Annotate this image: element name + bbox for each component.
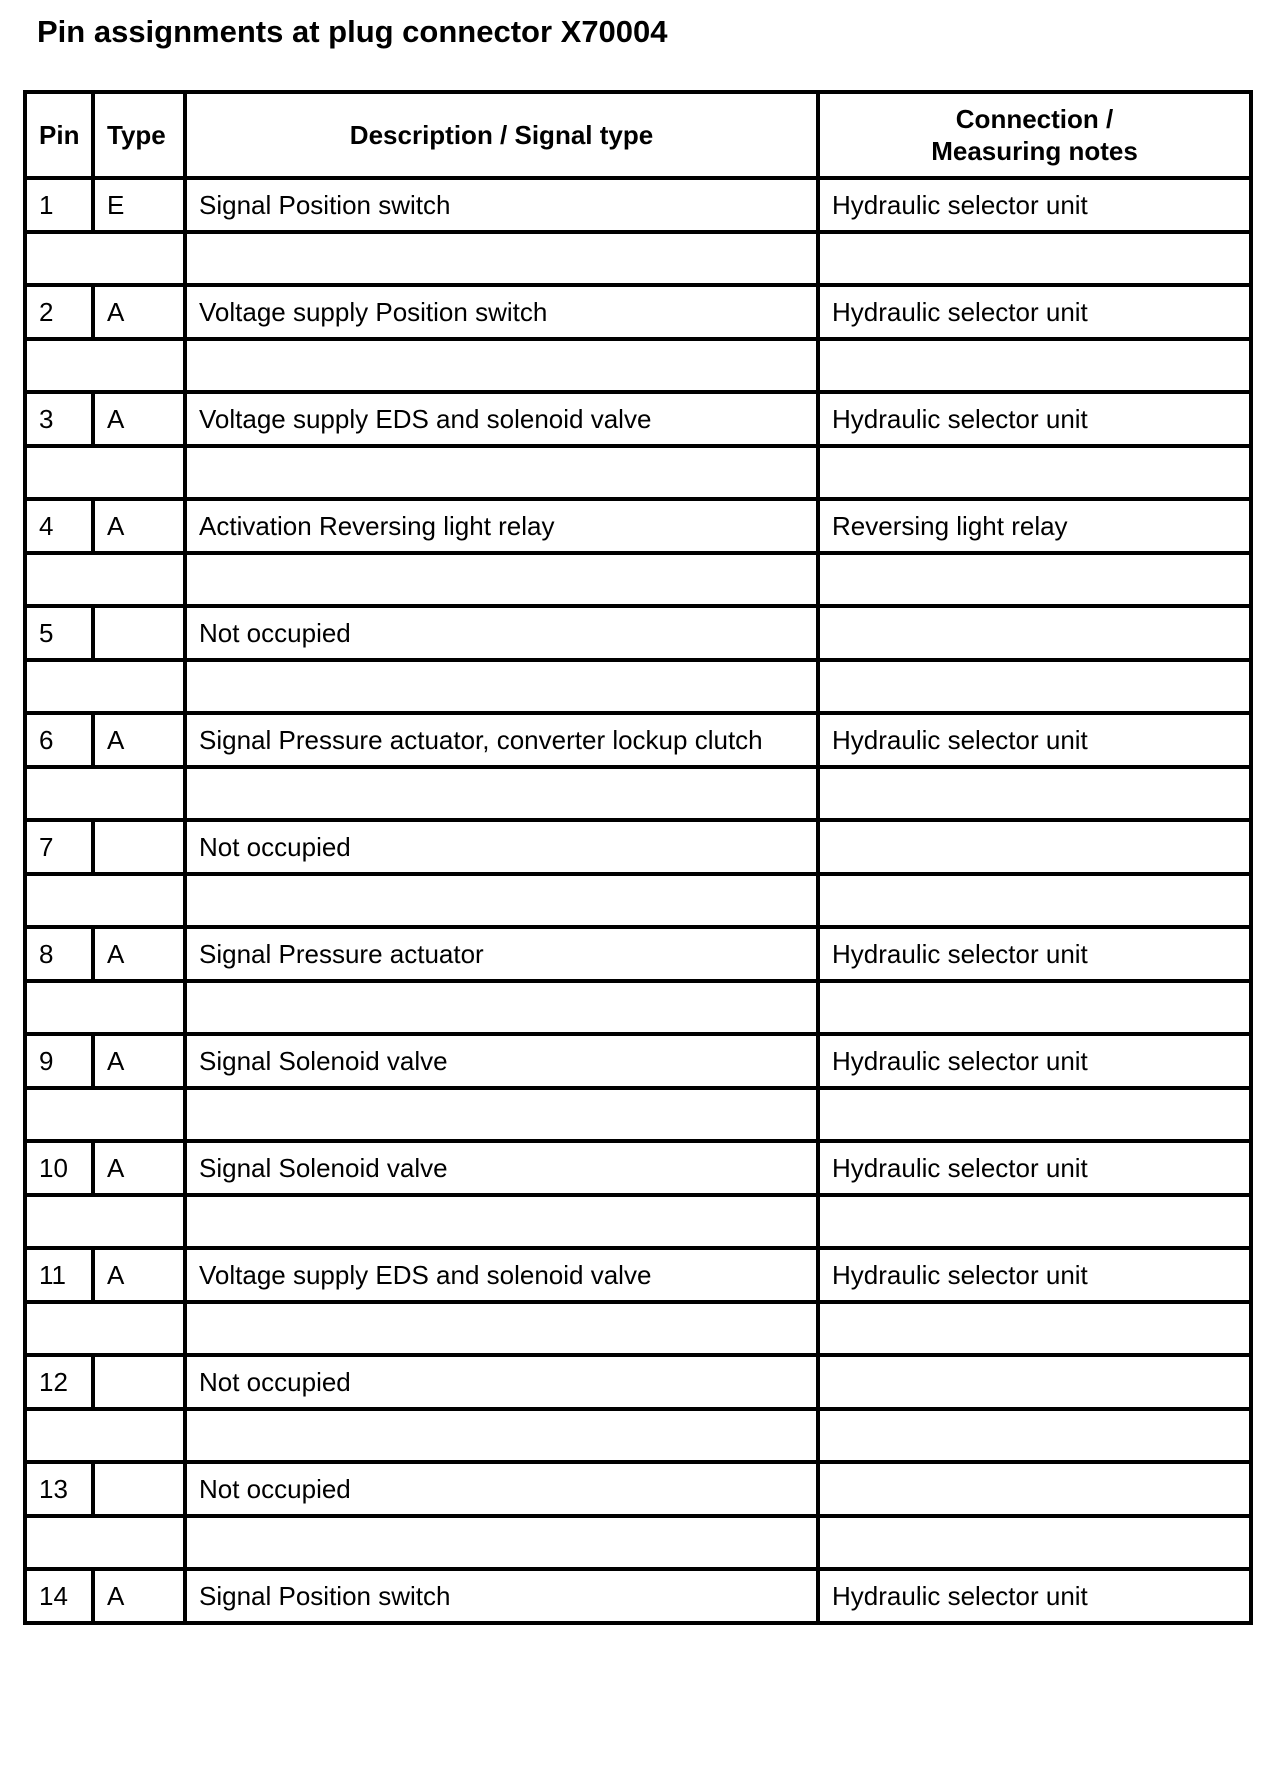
- cell-pin: 3: [25, 392, 93, 446]
- table-row: [25, 713, 1251, 767]
- spacer-row: [25, 767, 1251, 820]
- cell-connection: Hydraulic selector unit: [818, 285, 1251, 339]
- spacer-cell: [818, 1195, 1251, 1248]
- cell-connection: Hydraulic selector unit: [818, 1034, 1251, 1088]
- spacer-row: [25, 1516, 1251, 1569]
- table-row: [25, 1569, 1251, 1623]
- cell-type: [93, 1355, 185, 1409]
- cell-description: Activation Reversing light relay: [185, 499, 818, 553]
- cell-description: Not occupied: [185, 820, 818, 874]
- spacer-cell: [185, 446, 818, 499]
- cell-type: A: [93, 285, 185, 339]
- cell-type: A: [93, 713, 185, 767]
- spacer-row: [25, 553, 1251, 606]
- cell-pin: 10: [25, 1141, 93, 1195]
- cell-pin: 14: [25, 1569, 93, 1623]
- cell-connection: Hydraulic selector unit: [818, 927, 1251, 981]
- header-connection-line1: Connection /: [955, 104, 1114, 134]
- spacer-cell: [818, 446, 1251, 499]
- cell-description: Signal Solenoid valve: [185, 1141, 818, 1195]
- cell-connection: Hydraulic selector unit: [818, 1569, 1251, 1623]
- cell-pin: 9: [25, 1034, 93, 1088]
- cell-type: A: [93, 927, 185, 981]
- cell-pin: 13: [25, 1462, 93, 1516]
- spacer-cell: [25, 767, 185, 820]
- spacer-cell: [818, 1516, 1251, 1569]
- spacer-cell: [25, 660, 185, 713]
- spacer-cell: [185, 660, 818, 713]
- table-row: [25, 927, 1251, 981]
- spacer-cell: [185, 981, 818, 1034]
- spacer-row: [25, 1195, 1251, 1248]
- spacer-cell: [818, 339, 1251, 392]
- spacer-row: [25, 339, 1251, 392]
- spacer-cell: [818, 1409, 1251, 1462]
- spacer-cell: [185, 339, 818, 392]
- spacer-row: [25, 1409, 1251, 1462]
- cell-pin: 11: [25, 1248, 93, 1302]
- cell-description: Not occupied: [185, 1355, 818, 1409]
- table-body: [25, 178, 1251, 1623]
- spacer-cell: [25, 981, 185, 1034]
- header-connection: [818, 92, 1251, 178]
- spacer-cell: [818, 1302, 1251, 1355]
- spacer-cell: [25, 232, 185, 285]
- spacer-cell: [185, 1302, 818, 1355]
- page-title: Pin assignments at plug connector X70004: [37, 14, 668, 49]
- cell-connection: [818, 1355, 1251, 1409]
- cell-pin: 2: [25, 285, 93, 339]
- cell-type: E: [93, 178, 185, 232]
- table-header-row: [25, 92, 1251, 178]
- table-row: [25, 178, 1251, 232]
- spacer-cell: [818, 553, 1251, 606]
- cell-pin: 4: [25, 499, 93, 553]
- spacer-cell: [185, 1195, 818, 1248]
- cell-type: A: [93, 1141, 185, 1195]
- spacer-row: [25, 232, 1251, 285]
- spacer-row: [25, 874, 1251, 927]
- cell-type: [93, 820, 185, 874]
- cell-pin: 5: [25, 606, 93, 660]
- cell-connection: Hydraulic selector unit: [818, 392, 1251, 446]
- table-row: [25, 1462, 1251, 1516]
- cell-pin: 7: [25, 820, 93, 874]
- table-row: [25, 392, 1251, 446]
- spacer-row: [25, 1302, 1251, 1355]
- spacer-row: [25, 1088, 1251, 1141]
- cell-pin: 1: [25, 178, 93, 232]
- spacer-cell: [25, 553, 185, 606]
- cell-connection: Hydraulic selector unit: [818, 713, 1251, 767]
- spacer-row: [25, 660, 1251, 713]
- spacer-cell: [818, 981, 1251, 1034]
- header-connection-line2: Measuring notes: [931, 136, 1138, 166]
- cell-pin: 12: [25, 1355, 93, 1409]
- spacer-cell: [25, 1088, 185, 1141]
- cell-connection: Reversing light relay: [818, 499, 1251, 553]
- cell-description: Signal Solenoid valve: [185, 1034, 818, 1088]
- cell-description: Signal Position switch: [185, 1569, 818, 1623]
- spacer-row: [25, 446, 1251, 499]
- cell-connection: Hydraulic selector unit: [818, 178, 1251, 232]
- cell-description: Signal Pressure actuator: [185, 927, 818, 981]
- table-row: [25, 1141, 1251, 1195]
- spacer-cell: [185, 874, 818, 927]
- cell-pin: 8: [25, 927, 93, 981]
- spacer-cell: [25, 1409, 185, 1462]
- cell-type: A: [93, 1034, 185, 1088]
- cell-type: A: [93, 1569, 185, 1623]
- spacer-row: [25, 981, 1251, 1034]
- spacer-cell: [818, 660, 1251, 713]
- spacer-cell: [818, 1088, 1251, 1141]
- spacer-cell: [185, 767, 818, 820]
- spacer-cell: [185, 1516, 818, 1569]
- spacer-cell: [185, 1088, 818, 1141]
- spacer-cell: [185, 1409, 818, 1462]
- cell-connection: Hydraulic selector unit: [818, 1248, 1251, 1302]
- table-row: [25, 285, 1251, 339]
- spacer-cell: [818, 874, 1251, 927]
- cell-description: Signal Position switch: [185, 178, 818, 232]
- spacer-cell: [185, 232, 818, 285]
- cell-description: Not occupied: [185, 606, 818, 660]
- spacer-cell: [818, 767, 1251, 820]
- table-row: [25, 1355, 1251, 1409]
- spacer-cell: [185, 553, 818, 606]
- header-description: Description / Signal type: [185, 92, 818, 178]
- spacer-cell: [25, 874, 185, 927]
- cell-description: Voltage supply EDS and solenoid valve: [185, 1248, 818, 1302]
- spacer-cell: [25, 446, 185, 499]
- spacer-cell: [25, 1195, 185, 1248]
- table-row: [25, 820, 1251, 874]
- cell-pin: 6: [25, 713, 93, 767]
- cell-type: [93, 606, 185, 660]
- cell-type: A: [93, 392, 185, 446]
- cell-description: Signal Pressure actuator, converter lockup clutch: [185, 713, 818, 767]
- cell-type: [93, 1462, 185, 1516]
- cell-type: A: [93, 499, 185, 553]
- cell-description: Voltage supply EDS and solenoid valve: [185, 392, 818, 446]
- table-row: [25, 1034, 1251, 1088]
- pin-assignment-table: [23, 90, 1253, 1625]
- spacer-cell: [25, 1516, 185, 1569]
- cell-connection: [818, 1462, 1251, 1516]
- cell-connection: Hydraulic selector unit: [818, 1141, 1251, 1195]
- header-type: Type: [93, 92, 185, 178]
- header-pin: Pin: [25, 92, 93, 178]
- cell-connection: [818, 820, 1251, 874]
- cell-description: Not occupied: [185, 1462, 818, 1516]
- cell-connection: [818, 606, 1251, 660]
- cell-type: A: [93, 1248, 185, 1302]
- table-row: [25, 499, 1251, 553]
- spacer-cell: [818, 232, 1251, 285]
- table-row: [25, 1248, 1251, 1302]
- spacer-cell: [25, 339, 185, 392]
- table-row: [25, 606, 1251, 660]
- cell-description: Voltage supply Position switch: [185, 285, 818, 339]
- spacer-cell: [25, 1302, 185, 1355]
